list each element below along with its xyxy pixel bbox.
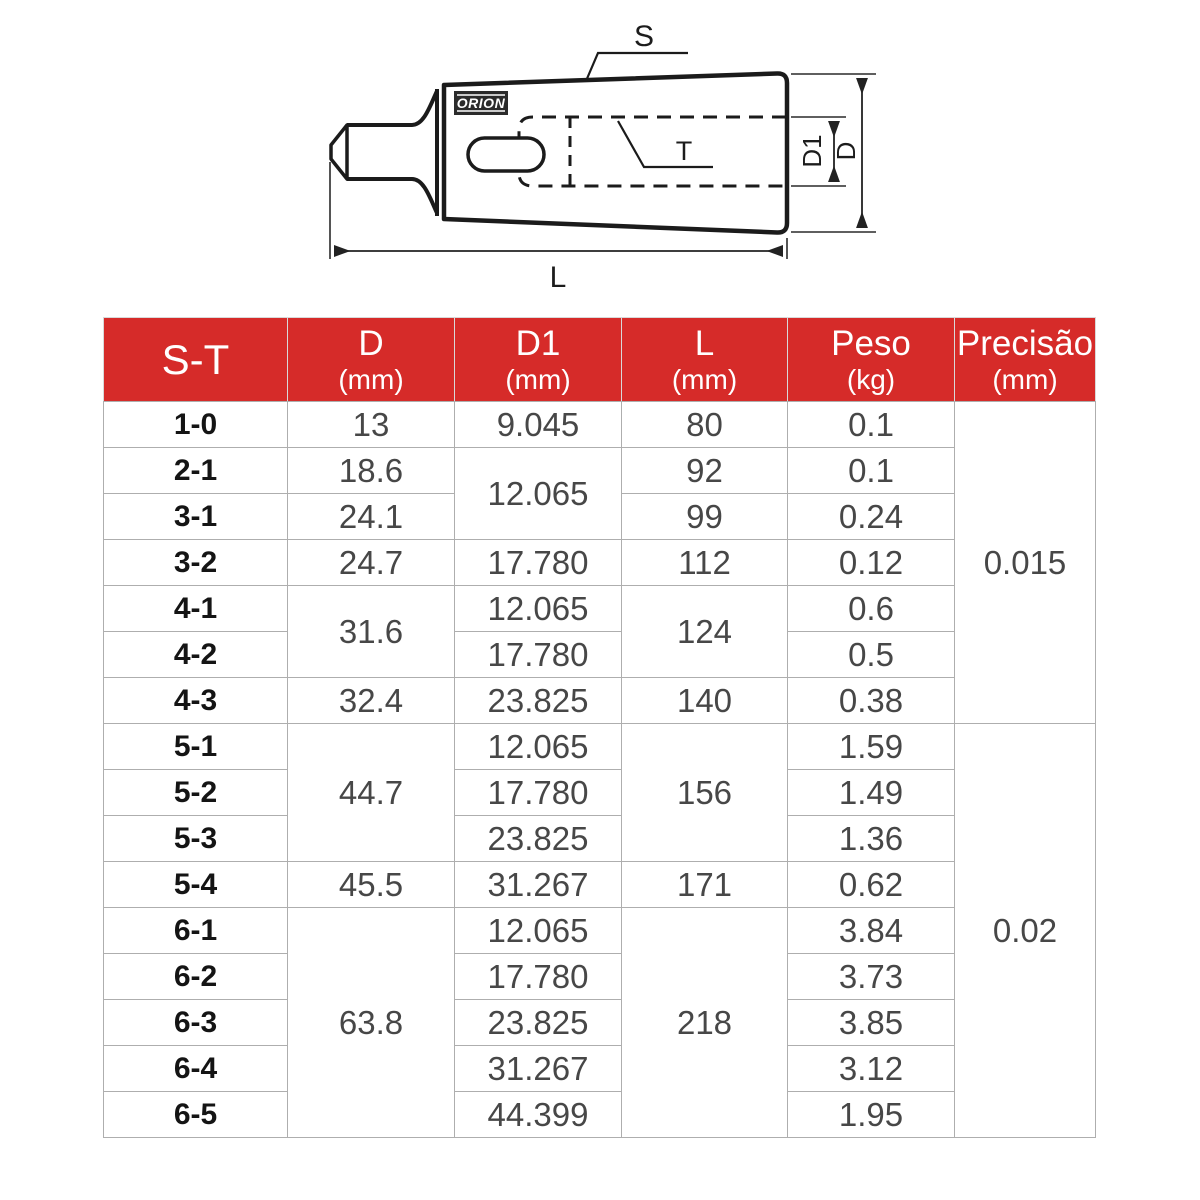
- col-header-d: [288, 318, 455, 402]
- value-cell: 1.59: [788, 724, 955, 770]
- value-cell: 23.825: [455, 816, 622, 862]
- col-header-peso: [788, 318, 955, 402]
- row-label-cell: 6-2: [104, 954, 288, 1000]
- value-cell: 9.045: [455, 402, 622, 448]
- dim-label-t: T: [675, 136, 693, 166]
- value-cell: 44.399: [455, 1092, 622, 1138]
- col-header-d1-unit: (mm): [505, 363, 571, 395]
- row-label-cell: 2-1: [104, 448, 288, 494]
- table-row: [104, 632, 1096, 678]
- tang-slot: [468, 138, 544, 171]
- value-cell: 13: [288, 402, 455, 448]
- value-cell: 0.1: [788, 402, 955, 448]
- col-header-precisao: [955, 318, 1096, 402]
- table-row: [104, 724, 1096, 770]
- dim-label-s: S: [633, 20, 655, 53]
- value-cell: 17.780: [455, 632, 622, 678]
- col-header-st: [104, 318, 288, 402]
- table-row: [104, 908, 1096, 954]
- row-label-cell: 5-1: [104, 724, 288, 770]
- table-row: [104, 816, 1096, 862]
- table-row: [104, 678, 1096, 724]
- value-cell: 32.4: [288, 678, 455, 724]
- value-cell: 218: [622, 908, 788, 1138]
- value-cell: 31.6: [288, 586, 455, 678]
- header-row: [104, 318, 1096, 402]
- value-cell: 80: [622, 402, 788, 448]
- col-header-d-unit: (mm): [338, 363, 404, 395]
- dim-label-d1: D1: [797, 134, 827, 168]
- table-row: [104, 586, 1096, 632]
- value-cell: 63.8: [288, 908, 455, 1138]
- value-cell: 0.12: [788, 540, 955, 586]
- value-cell: 112: [622, 540, 788, 586]
- row-label-cell: 3-2: [104, 540, 288, 586]
- value-cell: 31.267: [455, 1046, 622, 1092]
- value-cell: 12.065: [455, 448, 622, 540]
- value-cell: 45.5: [288, 862, 455, 908]
- col-header-peso-label: Peso: [831, 323, 911, 363]
- value-cell: 17.780: [455, 954, 622, 1000]
- value-cell: 0.02: [955, 724, 1096, 1138]
- row-label-cell: 3-1: [104, 494, 288, 540]
- row-label-cell: 5-4: [104, 862, 288, 908]
- dim-label-d: D: [831, 141, 861, 161]
- col-header-d-label: D: [358, 323, 384, 363]
- value-cell: 140: [622, 678, 788, 724]
- spec-table-body: [104, 402, 1096, 1138]
- value-cell: 23.825: [455, 1000, 622, 1046]
- col-header-l-label: L: [694, 323, 715, 363]
- col-header-st-label: S-T: [161, 335, 230, 383]
- value-cell: 1.95: [788, 1092, 955, 1138]
- orion-logo: [454, 91, 508, 115]
- value-cell: 18.6: [288, 448, 455, 494]
- col-header-l: [622, 318, 788, 402]
- value-cell: 171: [622, 862, 788, 908]
- table-row: [104, 862, 1096, 908]
- orion-logo-text: ORION: [456, 95, 506, 111]
- table-row: [104, 1000, 1096, 1046]
- tang-shaft-bottom: [347, 179, 437, 213]
- value-cell: 1.49: [788, 770, 955, 816]
- value-cell: 12.065: [455, 586, 622, 632]
- value-cell: 3.73: [788, 954, 955, 1000]
- value-cell: 12.065: [455, 724, 622, 770]
- table-row: [104, 448, 1096, 494]
- value-cell: 0.5: [788, 632, 955, 678]
- value-cell: 44.7: [288, 724, 455, 862]
- value-cell: 124: [622, 586, 788, 678]
- value-cell: 0.015: [955, 402, 1096, 724]
- value-cell: 24.7: [288, 540, 455, 586]
- value-cell: 3.12: [788, 1046, 955, 1092]
- col-header-precisao-unit: (mm): [992, 363, 1058, 395]
- row-label-cell: 6-5: [104, 1092, 288, 1138]
- row-label-cell: 6-3: [104, 1000, 288, 1046]
- col-header-peso-unit: (kg): [846, 363, 896, 395]
- row-label-cell: 6-4: [104, 1046, 288, 1092]
- value-cell: 0.6: [788, 586, 955, 632]
- value-cell: 92: [622, 448, 788, 494]
- value-cell: 24.1: [288, 494, 455, 540]
- row-label-cell: 1-0: [104, 402, 288, 448]
- row-label-cell: 6-1: [104, 908, 288, 954]
- value-cell: 156: [622, 724, 788, 862]
- col-header-d1: [455, 318, 622, 402]
- value-cell: 17.780: [455, 540, 622, 586]
- value-cell: 0.1: [788, 448, 955, 494]
- row-label-cell: 4-1: [104, 586, 288, 632]
- table-row: [104, 540, 1096, 586]
- value-cell: 17.780: [455, 770, 622, 816]
- value-cell: 3.85: [788, 1000, 955, 1046]
- col-header-l-unit: (mm): [671, 363, 738, 395]
- value-cell: 3.84: [788, 908, 955, 954]
- value-cell: 0.62: [788, 862, 955, 908]
- table-row: [104, 954, 1096, 1000]
- value-cell: 0.38: [788, 678, 955, 724]
- table-row: [104, 1046, 1096, 1092]
- value-cell: 31.267: [455, 862, 622, 908]
- col-header-d1-label: D1: [515, 323, 561, 363]
- row-label-cell: 5-2: [104, 770, 288, 816]
- row-label-cell: 4-3: [104, 678, 288, 724]
- table-row: [104, 770, 1096, 816]
- value-cell: 0.24: [788, 494, 955, 540]
- tip-cone: [331, 125, 347, 179]
- spec-table: [103, 317, 1096, 1138]
- table-row: [104, 402, 1096, 448]
- table-row: [104, 1092, 1096, 1138]
- value-cell: 23.825: [455, 678, 622, 724]
- value-cell: 1.36: [788, 816, 955, 862]
- col-header-precisao-label: Precisão: [956, 323, 1094, 363]
- row-label-cell: 4-2: [104, 632, 288, 678]
- row-label-cell: 5-3: [104, 816, 288, 862]
- taper-sleeve-diagram: [0, 0, 1200, 300]
- tang-shaft-top: [347, 91, 437, 125]
- value-cell: 12.065: [455, 908, 622, 954]
- dim-label-l: L: [549, 261, 567, 294]
- value-cell: 99: [622, 494, 788, 540]
